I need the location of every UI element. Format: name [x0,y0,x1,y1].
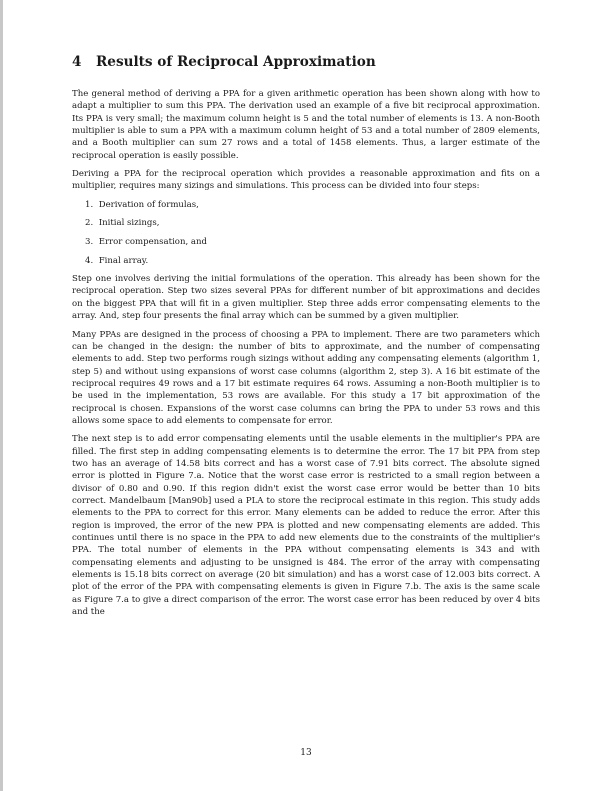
page-number: 13 [300,748,312,758]
step-number: 4. [85,255,94,266]
paragraph-5: The next step is to add error compensating elements until the usable elements in the multiplier's PPA are filled. The first step in adding compensating elements is to determine the error. The 17 bit PPA from step two has an average of 14.58 bits correct and has a worst case of 7.91 bits correct. The absolute signed error is plotted in Figure 7.a. Notice that the worst case error is restricted to a small region between a divisor of 0.80 and 0.90. If this region didn't exist the worst case error would be better than 10 bits correct. Mandelbaum [Man90b] used a PLA to store the reciprocal estimate in this region. This study adds elements to the PPA to correct for this error. Many elements can be added to reduce the error. After this region is improved, the error of the new PPA is plotted and new compensating elements are added. This continues until there is no space in the PPA to add new elements due to the constraints of the multiplier's PPA. The total number of elements in the PPA without compensating elements is 343 and with compensating elements and adjusting to be unsigned is 484. The error of the array with compensating elements is 15.18 bits correct on average (20 bit simulation) and has a worst case of 12.003 bits correct. A plot of the error of the PPA with compensating elements is given in Figure 7.b. The axis is the same scale as Figure 7.a to give a direct comparison of the error. The worst case error has been reduced by over 4 bits and the [72,434,540,618]
paragraph-2: Deriving a PPA for the reciprocal operation which provides a reasonable approximation and fits on a multiplier, requires many sizings and simulations. This process can be divided into four steps: [72,169,540,192]
step-text: Error compensation, and [98,236,207,247]
step-text: Derivation of formulas, [98,199,199,210]
step-number: 3. [85,236,94,247]
list-item [72,255,540,267]
paragraph-1: The general method of deriving a PPA for a given arithmetic operation has been shown along with how to adapt a multiplier to sum this PPA. The derivation used an example of a five bit reciprocal approximation. Its PPA is very small; the maximum column height is 5 and the total number of elements is 13. A non-Booth multiplier is able to sum a PPA with a maximum column height of 53 and a total number of 2809 elements, and a Booth multiplier can sum 27 rows and a total of 1458 elements. Thus, a larger estimate of the reciprocal operation is easily possible. [72,89,540,161]
list-item [72,236,540,248]
list-item [72,199,540,211]
step-number: 1. [85,199,94,210]
step-number: 2. [85,218,94,229]
step-text: Initial sizings, [98,218,160,229]
step-text: Final array. [98,255,149,266]
steps-list [72,199,540,267]
page-content [72,54,540,624]
page-edge-shadow [0,0,3,791]
list-item [72,217,540,229]
paragraph-3: Step one involves deriving the initial formulations of the operation. This already has been shown for the reciprocal operation. Step two sizes several PPAs for different number of bit approximations and decides on the biggest PPA that will fit in a given multiplier. Step three adds error compensating elements to the array. And, step four presents the final array which can be summed by a given multiplier. [72,274,540,322]
paragraph-4: Many PPAs are designed in the process of choosing a PPA to implement. There are two parameters which can be changed in the design: the number of bits to approximate, and the number of compensating elements to add. Step two performs rough sizings without adding any compensating elements (algorithm 1, step 5) and without using expansions of worst case columns (algorithm 2, step 3). A 16 bit estimate of the reciprocal requires 49 rows and a 17 bit estimate requires 64 rows. Assuming a non-Booth multiplier is to be used in the implementation, 53 rows are available. For this study a 17 bit approximation of the reciprocal is chosen. Expansions of the worst case columns can bring the PPA to under 53 rows and this allows some space to add elements to compensate for error. [72,329,540,426]
section-number: 4 [72,54,82,70]
section-title: Results of Reciprocal Approximation [96,54,376,70]
section-heading [72,54,540,70]
